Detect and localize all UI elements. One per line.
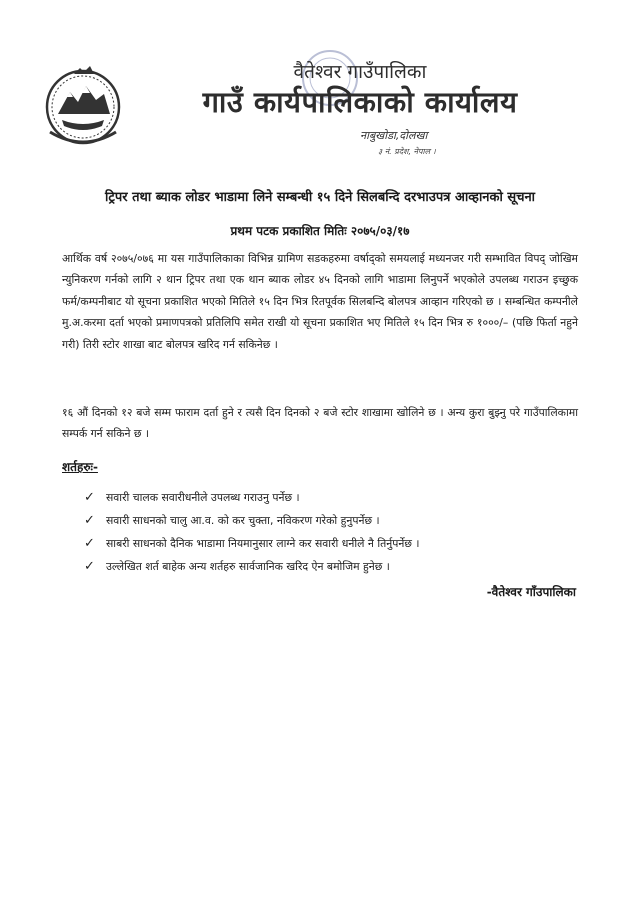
office-province: ३ नं. प्रदेश, नेपाल । <box>378 147 436 156</box>
checkmark-icon: ✓ <box>84 559 95 574</box>
condition-text: सवारी साधनको चालु आ.व. को कर चुक्ता, नविकरण गरेको हुनुपर्नेछ । <box>106 514 380 527</box>
checkmark-icon: ✓ <box>84 490 95 505</box>
publish-date: प्रथम पटक प्रकाशित मितिः २०७५/०३/१७ <box>230 224 410 238</box>
conditions-heading: शर्तहरुः- <box>62 460 98 474</box>
condition-item <box>84 555 420 578</box>
notice-title: ट्रिपर तथा ब्याक लोडर भाडामा लिने सम्बन्धी १५ दिने सिलबन्दि दरभाउपत्र आव्हानको सूचना <box>104 190 536 205</box>
condition-text: सवारी चालक सवारीधनीले उपलब्ध गराउनु पर्नेछ । <box>106 491 300 504</box>
office-location: नाबुखोडा,दोलखा <box>360 129 428 142</box>
condition-item <box>84 486 420 509</box>
notice-paragraph-1: आर्थिक वर्ष २०७५/०७६ मा यस गाउँपालिकाका विभिन्न ग्रामिण सडकहरुमा वर्षाद्को समयलाई मध्यनजर गरी सम्भावित विपद् जोखिम न्युनिकरण गर्नको लागि २ थान ट्रिपर तथा एक थान ब्याक लोडर ४५ दिनको लागि भाडामा लिनुपर्ने भएकोले उपलब्ध गराउन इच्छुक फर्म/कम्पनीबाट यो सूचना प्रकाशित भएको मितिले १५ दिन भित्र रितपूर्वक सिलबन्दि बोलपत्र आव्हान गरिएको छ । सम्बन्धित कम्पनीले मु.अ.करमा दर्ता भएको प्रमाणपत्रको प्रतिलिपि समेत राखी यो सूचना प्रकाशित भए मितिले १५ दिन भित्र रु १०००/– (पछि फिर्ता नहुने गरी) तिरी स्टोर शाखा बाट बोलपत्र खरिद गर्न सकिनेछ । <box>62 252 578 351</box>
conditions-list <box>84 486 420 578</box>
condition-item <box>84 532 420 555</box>
municipality-name: वैतेश्वर गाउँपालिका <box>293 61 427 83</box>
nepal-emblem-icon <box>40 62 126 148</box>
office-name: गाउँ कार्यपालिकाको कार्यालय <box>202 85 518 119</box>
checkmark-icon: ✓ <box>84 536 95 551</box>
condition-item <box>84 509 420 532</box>
condition-text: साबरी साधनको दैनिक भाडामा नियमानुसार लाग्ने कर सवारी धनीले नै तिर्नुपर्नेछ । <box>106 537 420 550</box>
checkmark-icon: ✓ <box>84 513 95 528</box>
signoff: -वैतेश्वर गाँउपालिका <box>486 585 576 599</box>
condition-text: उल्लेखित शर्त बाहेक अन्य शर्तहरु सार्वजानिक खरिद ऐन बमोजिम हुनेछ । <box>106 560 390 573</box>
letterhead <box>200 60 520 120</box>
notice-paragraph-2: १६ औं दिनको १२ बजे सम्म फाराम दर्ता हुने र त्यसै दिन दिनको २ बजे स्टोर शाखामा खोलिने छ । अन्य कुरा बुझ्नु परे गाउँपालिकामा सम्पर्क गर्न सकिने छ । <box>62 406 578 441</box>
